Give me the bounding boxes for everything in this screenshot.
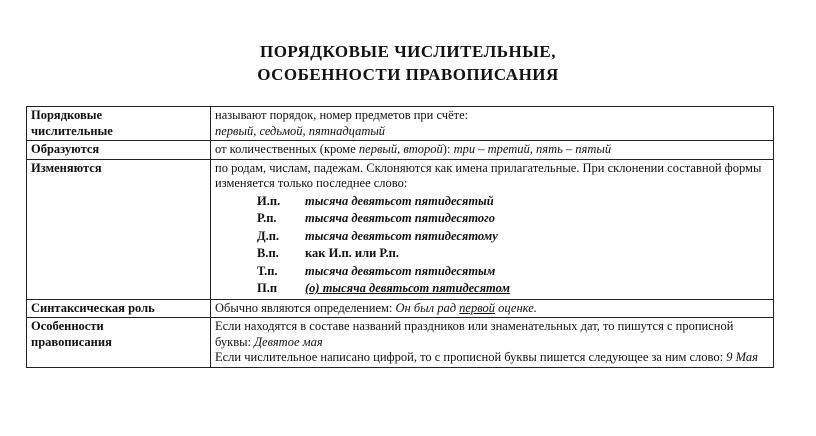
label-syntax: Синтаксическая роль [27,299,211,318]
label-spelling [27,318,211,368]
declension-row [257,210,769,228]
declension-row [257,228,769,246]
rules-table [26,106,774,368]
formation-text-after: ): [442,142,454,156]
row-formation [27,141,774,160]
case-form: тысяча девятьсот пятидесятому [305,228,498,243]
syntax-example-after: оценке. [494,300,537,315]
title-line-2: ОСОБЕННОСТИ ПРАВОПИСАНИЯ [257,65,559,84]
case-label: И.п. [257,193,281,208]
declension-list [257,193,769,298]
syntax-example-before: Он был рад [395,300,460,315]
syntax-text: Обычно являются определением: [215,300,396,315]
label-spelling-line1: Особенности [31,319,104,333]
title-line-1: ПОРЯДКОВЫЕ ЧИСЛИТЕЛЬНЫЕ, [259,42,556,61]
spelling-text-2: Если числительное написано цифрой, то с прописной буквы пишется следующее за ним слово: [215,350,727,364]
case-label: Д.п. [257,228,280,243]
definition-text: называют порядок, номер предметов при счёте: [215,108,469,122]
cell-definition [211,107,774,141]
row-syntax [27,299,774,318]
row-definition [27,107,774,141]
declension-row [257,280,769,298]
label-definition-line2: числительные [31,123,113,138]
syntax-example-word: первой [459,300,495,315]
declension-row [257,245,769,263]
case-form: тысяча девятьсот пятидесятым [305,263,496,278]
cell-spelling [211,318,774,368]
page-title [0,40,816,86]
inflection-text: по родам, числам, падежам. Склоняются как имена прилагательные. При склонении составной формы изменяется только последнее слово: [215,160,762,190]
formation-examples: три – третий, пять – пятый [453,142,612,156]
cell-inflection [211,159,774,299]
label-spelling-line2: правописания [31,334,112,349]
spelling-text-1: Если находятся в составе названий праздников или знаменательных дат, то пишутся с прописной буквы: [215,319,734,349]
cell-formation [211,141,774,160]
case-form: как И.п. или Р.п. [305,246,399,260]
case-label: Р.п. [257,211,277,225]
label-inflection: Изменяются [27,159,211,299]
row-spelling [27,318,774,368]
label-definition-line1: Порядковые [31,108,103,122]
case-label: Т.п. [257,263,278,278]
label-formation: Образуются [27,141,211,160]
spelling-rule-1 [215,319,769,350]
case-form: тысяча девятьсот пятидесятого [305,211,496,225]
declension-row [257,263,769,281]
spelling-rule-2 [215,350,769,366]
formation-text-before: от количественных (кроме [215,142,359,156]
case-form: тысяча девятьсот пятидесятый [305,193,494,208]
formation-exceptions: первый, второй [358,142,443,156]
label-definition [27,107,211,141]
cell-syntax [211,299,774,318]
case-label: В.п. [257,246,279,260]
definition-examples: первый, седьмой, пятнадцатый [215,123,386,138]
case-form: (о) тысяча девятьсот пятидесятом [305,281,510,295]
row-inflection [27,159,774,299]
spelling-example-2: 9 Мая [726,350,758,364]
case-label: П.п [257,281,278,295]
declension-row [257,193,769,211]
spelling-example-1: Девятое мая [254,334,323,349]
